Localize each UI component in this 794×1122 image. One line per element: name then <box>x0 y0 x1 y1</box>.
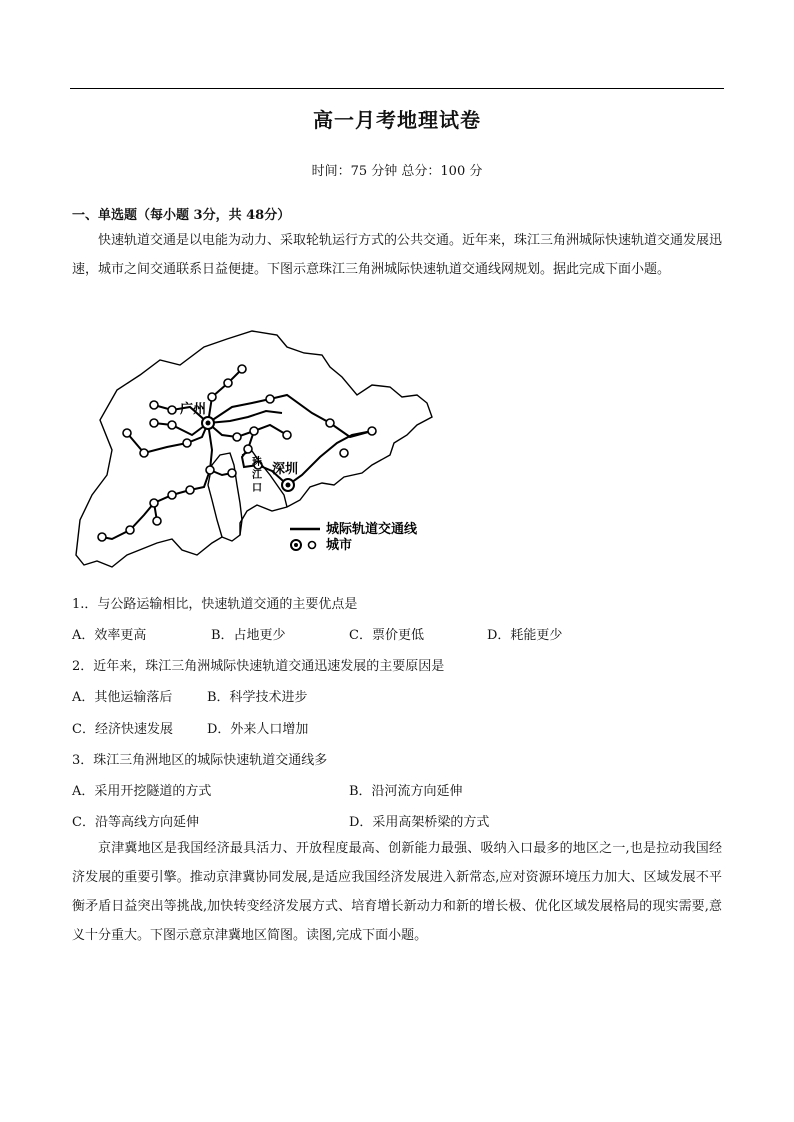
rail-line <box>208 423 287 437</box>
city-node <box>150 499 158 507</box>
city-node <box>228 469 236 477</box>
city-node <box>183 439 191 447</box>
rail-line <box>208 395 372 437</box>
label-zhujiangkou-1: 珠 <box>252 457 262 468</box>
guangzhou-marker-inner <box>206 421 211 426</box>
shenzhen-marker-inner <box>286 483 291 488</box>
city-node <box>326 419 334 427</box>
legend-line-label: 城际轨道交通线 <box>326 522 418 537</box>
city-node <box>233 433 241 441</box>
question-2-option-b[interactable]: B．科学技术进步 <box>207 690 308 705</box>
city-node <box>168 491 176 499</box>
question-2-option-d[interactable]: D．外来人口增加 <box>207 722 309 737</box>
legend-city-symbol <box>309 542 316 549</box>
question-1-option-c[interactable]: C．票价更低 <box>349 628 424 643</box>
label-zhujiangkou-3: 口 <box>252 483 262 494</box>
city-node <box>266 395 274 403</box>
city-node <box>250 427 258 435</box>
city-node <box>224 379 232 387</box>
question-2-option-a[interactable]: A．其他运输落后 <box>72 690 173 705</box>
question-3-option-b[interactable]: B．沿河流方向延伸 <box>349 784 463 799</box>
estuary-edge-west <box>208 453 242 537</box>
legend-major-city-dot <box>294 543 298 547</box>
city-node <box>186 486 194 494</box>
rail-line <box>127 423 208 453</box>
city-node <box>368 427 376 435</box>
city-node <box>206 466 214 474</box>
city-node <box>283 431 291 439</box>
rail-line <box>154 423 208 435</box>
question-1-option-a[interactable]: A．效率更高 <box>72 628 147 643</box>
question-1-stem: 1.．与公路运输相比，快速轨道交通的主要优点是 <box>72 597 358 612</box>
major-cities <box>202 417 294 491</box>
city-node <box>98 533 106 541</box>
city-node <box>150 419 158 427</box>
question-3-option-a[interactable]: A．采用开挖隧道的方式 <box>72 784 212 799</box>
label-guangzhou: 广州 <box>180 402 207 417</box>
legend-city-label: 城市 <box>326 538 353 553</box>
label-zhujiangkou-2: 江 <box>252 470 262 481</box>
section-heading: 一、单选题（每小题 3分，共 48分） <box>72 208 291 223</box>
city-node <box>153 517 161 525</box>
question-1-option-d[interactable]: D．耗能更少 <box>487 628 563 643</box>
city-node <box>208 393 216 401</box>
intro-paragraph-1: 快速轨道交通是以电能为动力、采取轮轨运行方式的公共交通。近年来，珠江三角洲城际快速轨道交通发展迅速，城市之间交通联系日益便捷。下图示意珠江三角洲城际快速轨道交通线网规划。据此完成下面小题。 <box>72 233 723 277</box>
top-rule <box>70 88 724 89</box>
city-node <box>238 365 246 373</box>
rail-line <box>208 411 282 423</box>
city-node <box>140 449 148 457</box>
question-3-stem: 3．珠江三角洲地区的城际快速轨道交通线多 <box>72 753 328 768</box>
prd-rail-map <box>72 325 452 585</box>
map-legend <box>290 521 418 553</box>
question-3-option-d[interactable]: D．采用高架桥梁的方式 <box>349 815 490 830</box>
intro-paragraph-2: 京津冀地区是我国经济最具活力、开放程度最高、创新能力最强、吸纳入口最多的地区之一,也是拉动我国经济发展的重要引擎。推动京津冀协同发展,是适应我国经济发展进入新常态,应对资源环境压力加大、区域发展不平衡矛盾日益突出等挑战,加快转变经济发展方式、培育增长新动力和新的增长极、优化区域发展格局的现实需要,意义十分重大。下图示意京津冀地区简图。读图,完成下面小题。 <box>72 841 722 943</box>
city-node <box>150 401 158 409</box>
exam-info: 时间：75 分钟 总分：100 分 <box>311 164 483 179</box>
page-title: 高一月考地理试卷 <box>313 108 481 132</box>
city-node <box>340 449 348 457</box>
question-3-option-c[interactable]: C．沿等高线方向延伸 <box>72 815 199 830</box>
city-node <box>244 445 252 453</box>
city-node <box>126 526 134 534</box>
city-nodes <box>98 365 376 541</box>
question-2-option-c[interactable]: C．经济快速发展 <box>72 722 173 737</box>
question-2-stem: 2．近年来，珠江三角洲城际快速轨道交通迅速发展的主要原因是 <box>72 659 445 674</box>
city-node <box>123 429 131 437</box>
city-node <box>168 406 176 414</box>
question-1-option-b[interactable]: B．占地更少 <box>211 628 286 643</box>
city-node <box>168 421 176 429</box>
label-shenzhen: 深圳 <box>272 462 299 477</box>
